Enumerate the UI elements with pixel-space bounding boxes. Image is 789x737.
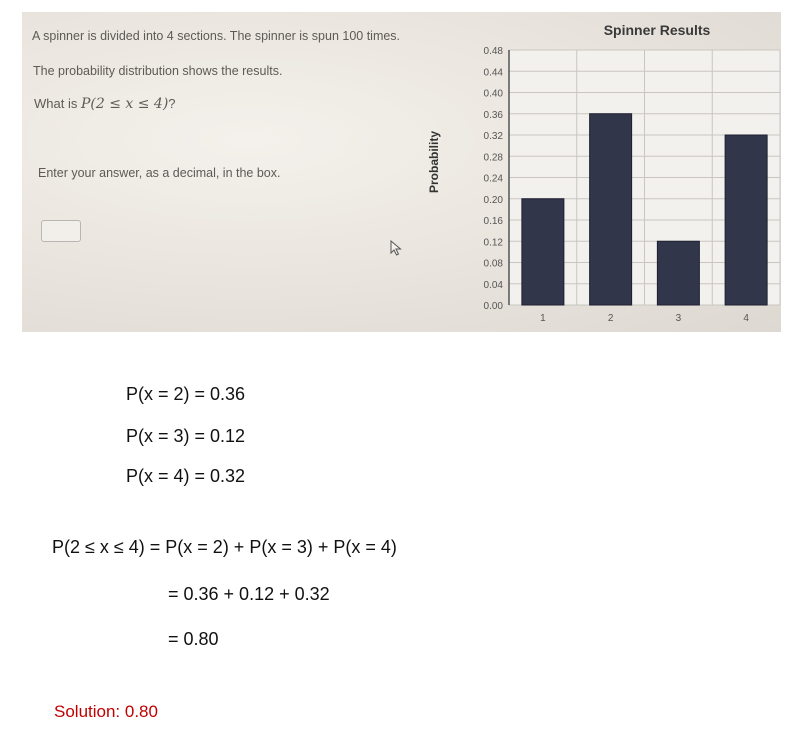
y-tick-label: 0.04 [483,279,503,291]
bar-3 [657,241,699,305]
question-math: P(2 ≤ x ≤ 4) [80,96,169,112]
work-p4: P(x = 4) = 0.32 [126,466,246,486]
x-tick-label: 3 [675,313,682,324]
bar-chart [22,12,781,332]
question-prefix: What is [34,96,81,111]
y-tick-label: 0.36 [483,109,503,121]
y-tick-label: 0.40 [483,88,503,100]
y-tick-label: 0.12 [483,237,503,249]
y-tick-label: 0.28 [483,152,503,164]
solution-answer: Solution: 0.80 [54,702,158,721]
x-tick-label: 4 [743,313,749,324]
work-sum-result: = 0.80 [168,629,219,649]
bar-1 [522,199,564,305]
y-tick-label: 0.32 [483,131,503,142]
work-p3: P(x = 3) = 0.12 [126,426,246,446]
x-tick-label: 1 [540,313,546,324]
y-tick-label: 0.16 [483,216,503,227]
bar-4 [725,135,767,305]
bar-2 [590,114,632,305]
chart-title: Spinner Results [603,22,711,38]
work-sum-lhs: P(2 ≤ x ≤ 4) = P(x = 2) + P(x = 3) + P(x = 4) [52,537,397,557]
work-sum-values: = 0.36 + 0.12 + 0.32 [168,584,330,604]
question-instruction: Enter your answer, as a decimal, in the box. [38,166,281,180]
y-tick-label: 0.00 [483,301,503,312]
y-tick-label: 0.08 [483,258,503,270]
question-screenshot [22,12,781,332]
y-tick-label: 0.24 [483,173,503,185]
y-tick-label: 0.44 [483,67,503,79]
question-suffix: ? [168,96,176,111]
x-tick-label: 2 [607,313,614,324]
y-axis-label: Probability [427,130,441,194]
question-line-2: The probability distribution shows the results. [33,64,283,78]
question-line-1: A spinner is divided into 4 sections. The spinner is spun 100 times. [32,29,401,43]
work-p2: P(x = 2) = 0.36 [126,384,246,404]
y-tick-label: 0.20 [483,194,503,206]
y-tick-label: 0.48 [483,46,503,57]
